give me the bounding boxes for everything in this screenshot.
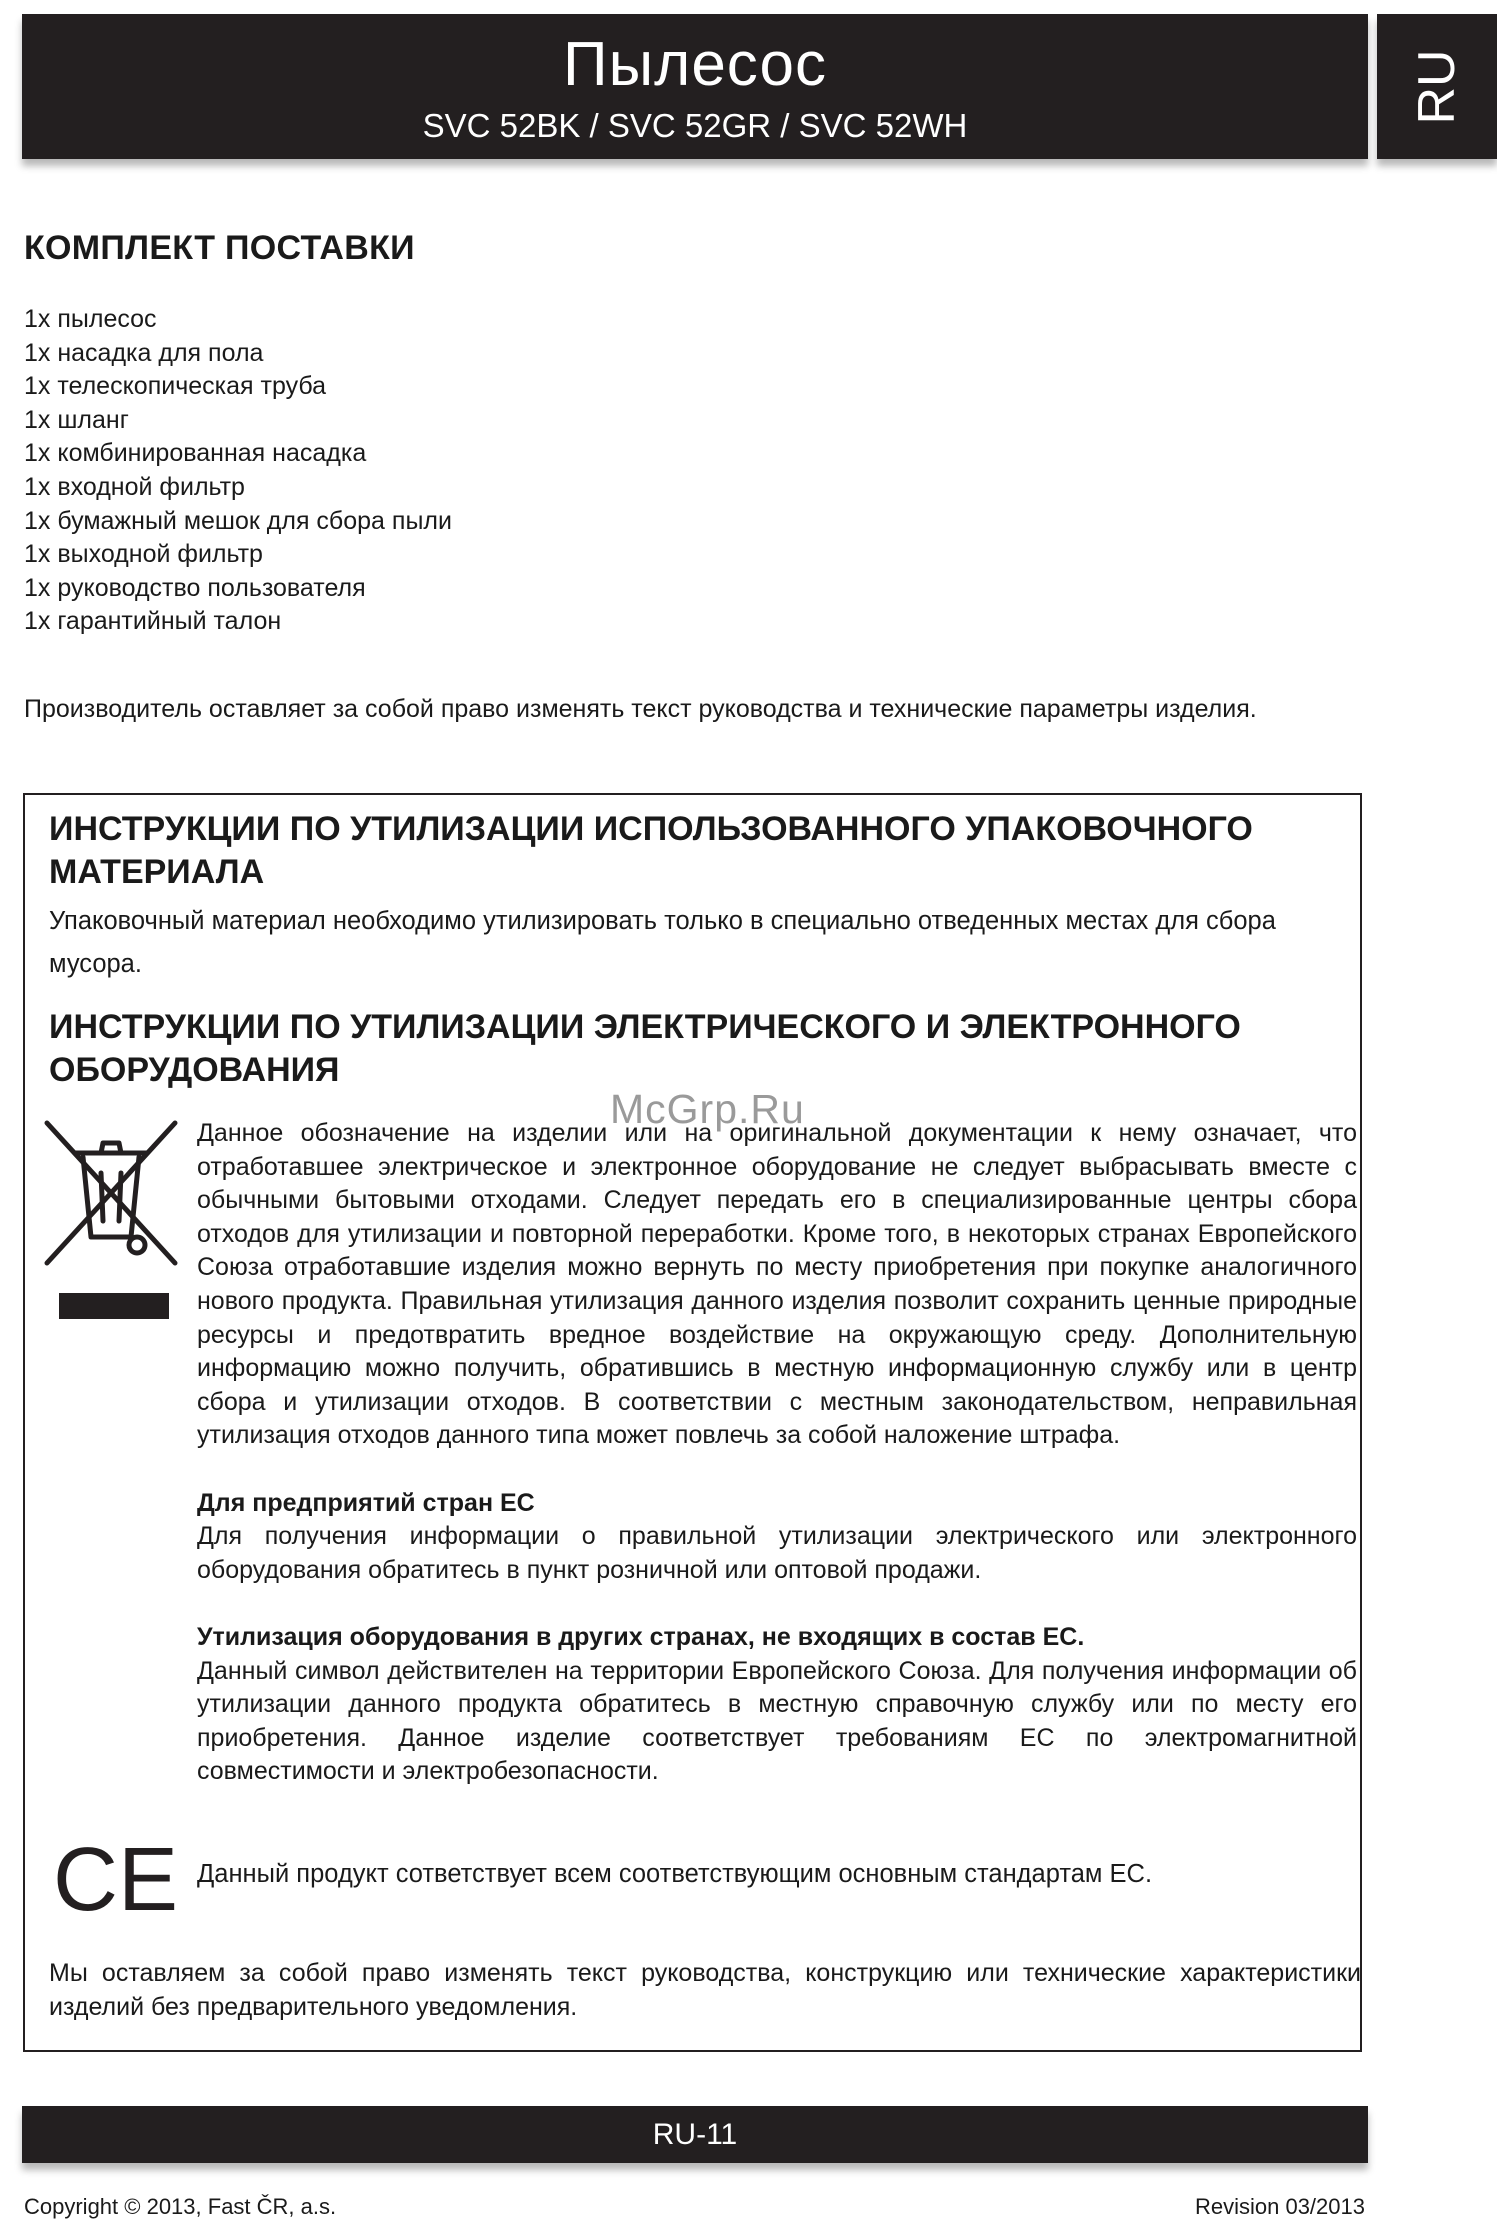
list-item: 1x телескопическая труба — [24, 372, 327, 401]
packaging-disposal-heading: ИНСТРУКЦИИ ПО УТИЛИЗАЦИИ ИСПОЛЬЗОВАННОГО УПАКОВОЧНОГО МАТЕРИАЛА — [49, 810, 1253, 891]
ce-mark-icon — [53, 1830, 179, 1930]
other-countries-heading: Утилизация оборудования в других странах, не входящих в состав ЕС. — [197, 1622, 1085, 1651]
language-tab — [1377, 14, 1497, 159]
list-item: 1x шланг — [24, 405, 129, 434]
weee-bar — [59, 1293, 169, 1319]
page-header — [22, 14, 1368, 159]
ce-compliance-text: Данный продукт сответствует всем соответствующим основным стандартам ЕС. — [197, 1860, 1153, 1888]
disposal-info-box — [23, 793, 1362, 2052]
weee-text-block — [197, 1117, 1357, 1789]
package-list — [24, 303, 452, 639]
business-heading: Для предприятий стран ЕС — [197, 1488, 535, 1517]
list-item: 1x руководство пользователя — [24, 573, 366, 602]
list-item: 1x входной фильтр — [24, 472, 245, 501]
model-numbers: SVC 52BK / SVC 52GR / SVC 52WH — [422, 107, 968, 144]
packaging-disposal-text: Упаковочный материал необходимо утилизировать только в специально отведенных местах для сбора мусора. — [49, 907, 1276, 978]
list-item: 1x гарантийный талон — [24, 607, 282, 636]
list-item: 1x бумажный мешок для сбора пыли — [24, 506, 452, 535]
language-code: RU — [1408, 48, 1466, 125]
page-footer — [22, 2106, 1368, 2163]
ce-mark-text: CE — [53, 1830, 179, 1930]
package-heading: КОМПЛЕКТ ПОСТАВКИ — [24, 229, 415, 267]
list-item: 1x насадка для пола — [24, 338, 264, 367]
page-number: RU-11 — [652, 2118, 738, 2151]
manufacturer-note: Производитель оставляет за собой право изменять текст руководства и технические параметры изделия. — [24, 695, 1257, 723]
copyright: Copyright © 2013, Fast ČR, a.s. — [24, 2194, 337, 2219]
closing-note: Мы оставляем за собой право изменять текст руководства, конструкцию или технические характеристики изделий без предварительного уведомления. — [49, 1959, 1361, 2021]
list-item: 1x выходной фильтр — [24, 540, 263, 569]
product-title: Пылесос — [563, 30, 827, 99]
other-countries-text: Данный символ действителен на территории Европейского Союза. Для получения информации об утилизации данного продукта обратитесь в местную справочную службу или по месту его приобретения. Данное изделие соответствует требованиям ЕС по электромагнитной совместимости и электробезопасности. — [197, 1656, 1357, 1786]
list-item: 1x комбинированная насадка — [24, 439, 367, 468]
list-item: 1x пылесос — [24, 305, 157, 333]
business-text: Для получения информации о правильной утилизации электрического или электронного оборудования обратитесь в пункт розничной или оптовой продажи. — [197, 1522, 1357, 1584]
revision: Revision 03/2013 — [1194, 2194, 1365, 2219]
weee-description: Данное обозначение на изделии или на оригинальной документации к нему означает, что отработавшее электрическое и электронное оборудование не следует выбрасывать вместе с обычными бытовыми отходами. Следует передать его в специализированные центры сбора отходов для утилизации и повторной переработки. Кроме того, в некоторых странах Европейского Союза отработавшие изделия можно вернуть по месту приобретения при покупке аналогичного нового продукта. Правильная утилизация данного изделия позволит сохранить ценные природные ресурсы и предотвратить вредное воздействие на окружающую среду. Дополнительную информацию можно получить, обратившись в местную информационную службу или в центр сбора и утилизации отходов. В соответствии с местным законодательством, неправильная утилизация отходов данного типа может повлечь за собой наложение штрафа. — [197, 1119, 1357, 1450]
watermark: McGrp.Ru — [610, 1086, 805, 1132]
equipment-disposal-heading: ИНСТРУКЦИИ ПО УТИЛИЗАЦИИ ЭЛЕКТРИЧЕСКОГО И ЭЛЕКТРОННОГО ОБОРУДОВАНИЯ — [49, 1008, 1241, 1089]
crossed-bin-icon — [45, 1121, 177, 1271]
